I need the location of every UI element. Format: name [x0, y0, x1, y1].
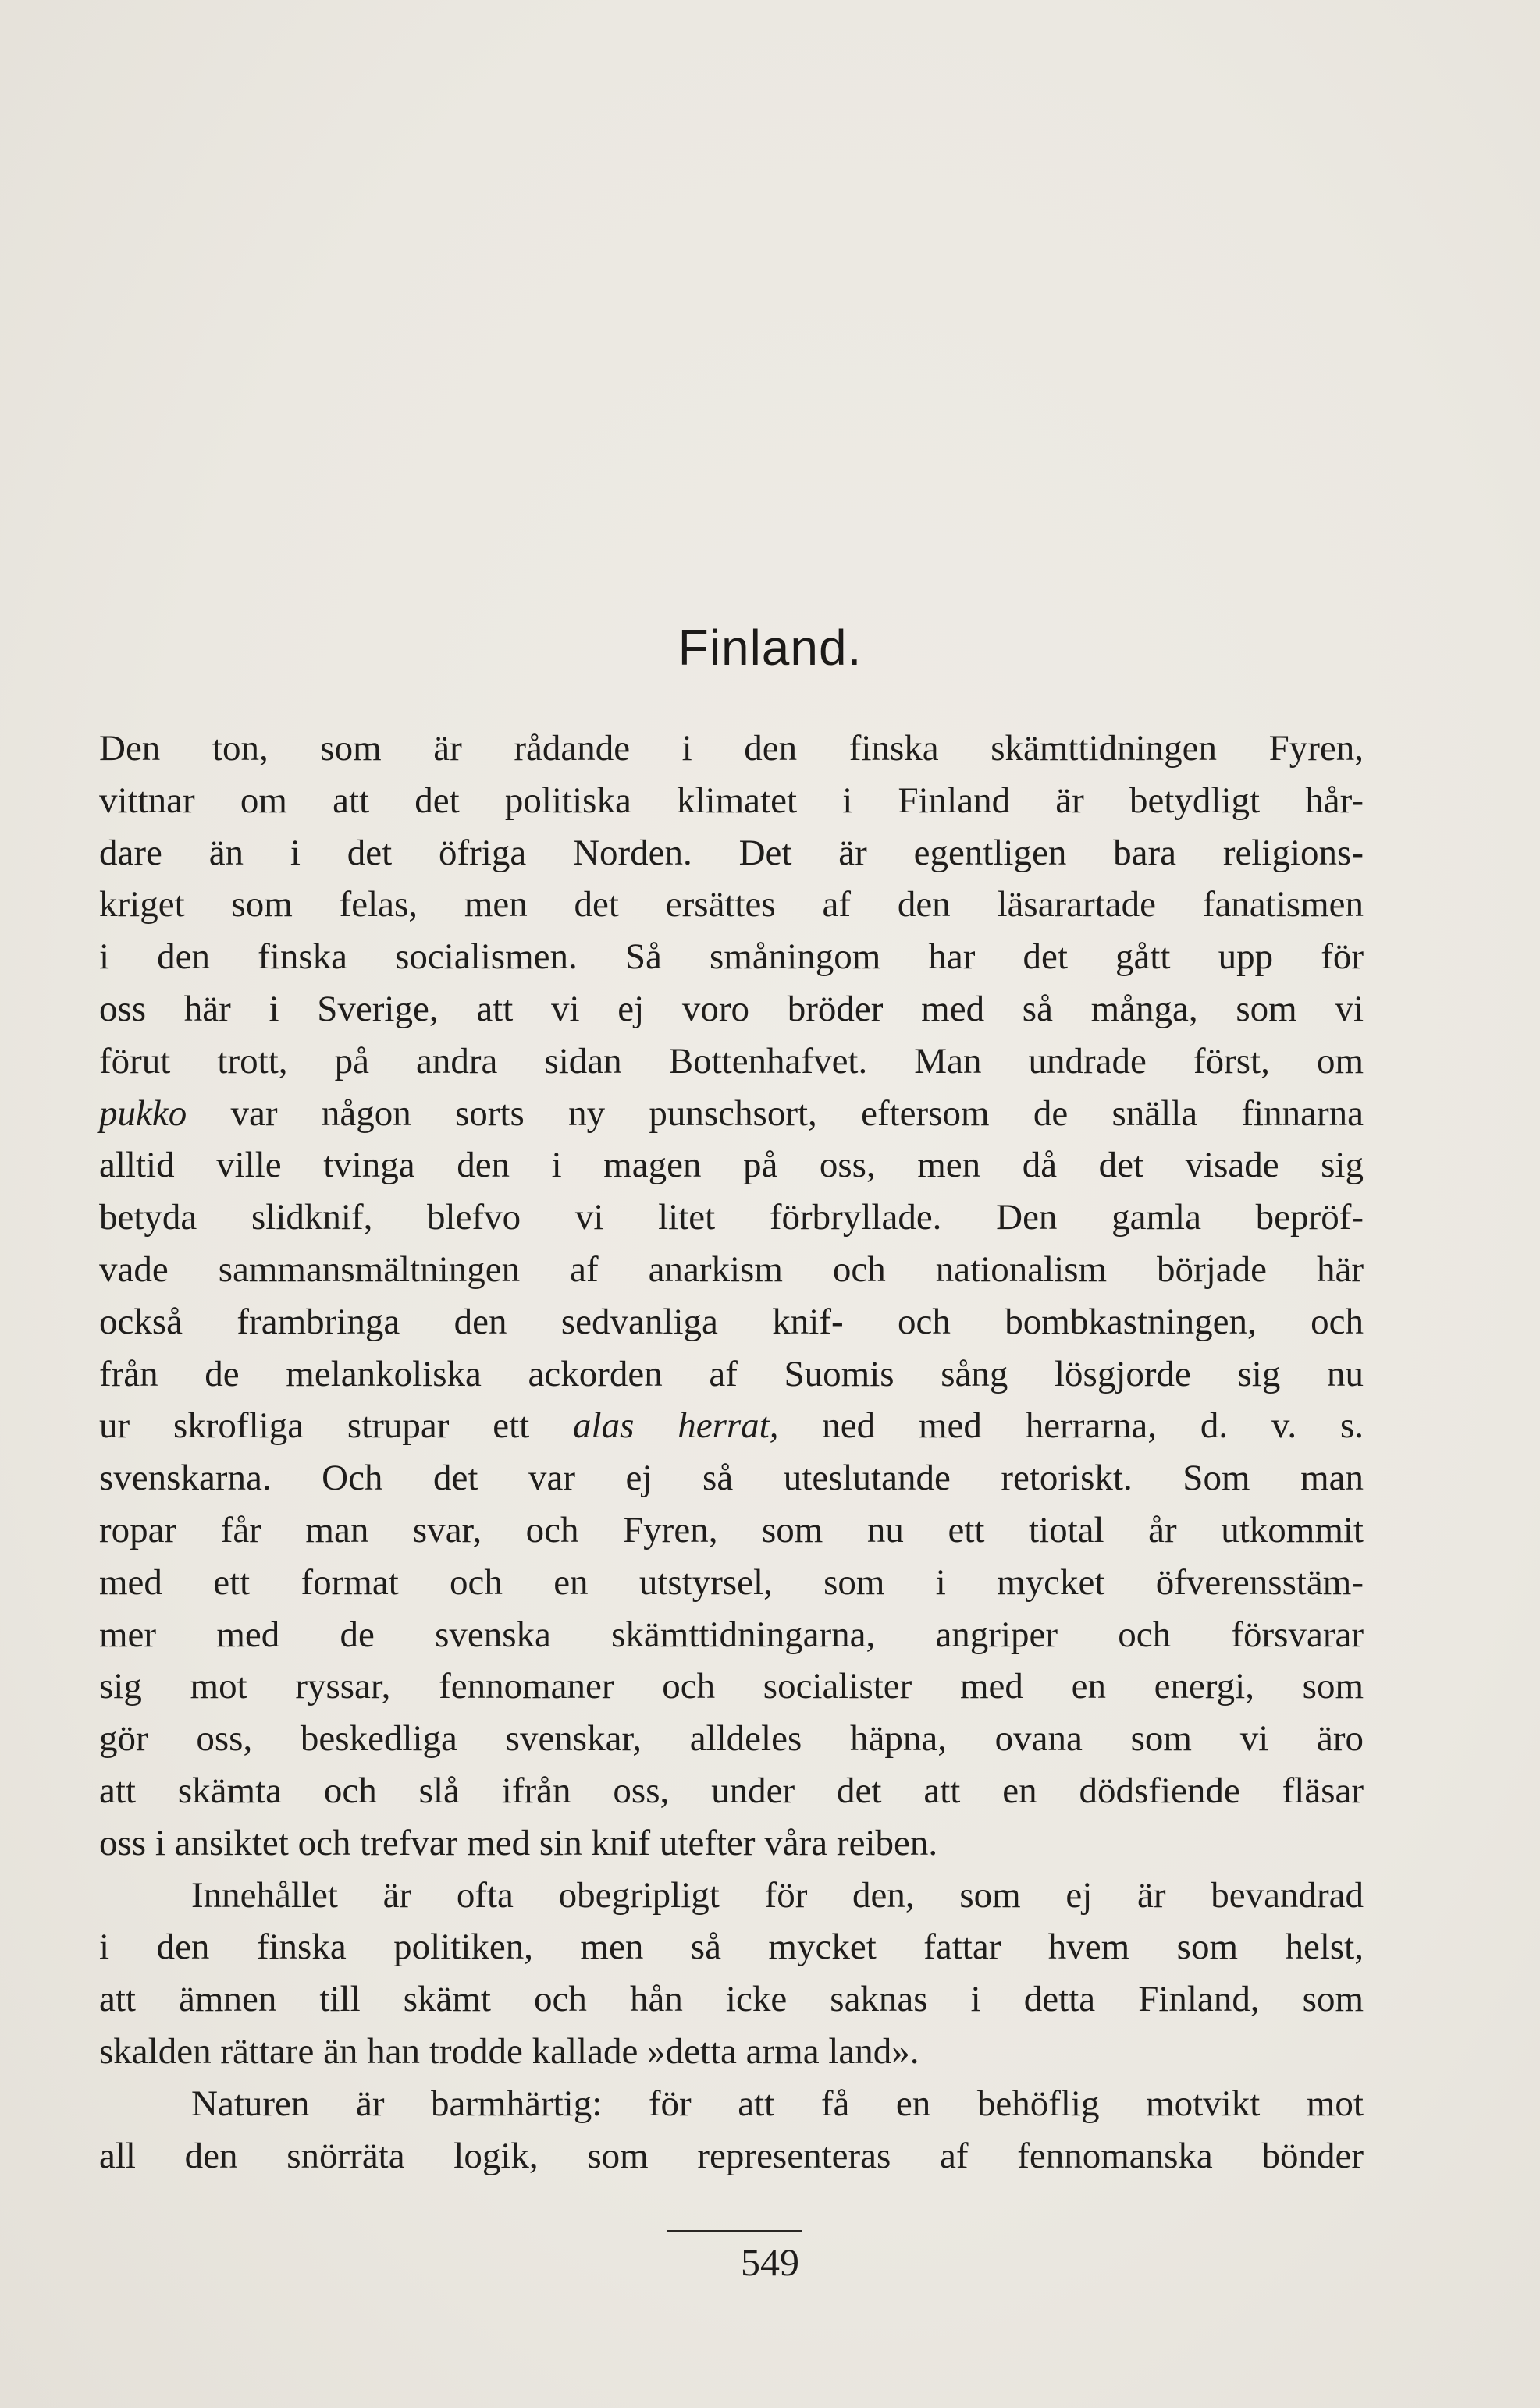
italic-term: alas herrat, [573, 1405, 779, 1447]
text-line: förut trott, på andra sidan Bottenhafvet. Man undrade först, om [99, 1040, 1364, 1081]
text-line: med ett format och en utstyrsel, som i mycket öfverensstäm- [99, 1561, 1364, 1603]
text-line: att ämnen till skämt och hån icke saknas i detta Finland, som [99, 1979, 1364, 2020]
text-line: ropar får man svar, och Fyren, som nu ett tiotal år utkommit [99, 1509, 1364, 1550]
italic-term: pukko [99, 1092, 187, 1134]
footer-rule [667, 2230, 802, 2232]
text-line: mer med de svenska skämttidningarna, angriper och försvarar [99, 1614, 1364, 1655]
page-title: Finland. [678, 620, 862, 676]
page-number: 549 [741, 2240, 799, 2284]
text-line: kriget som felas, men det ersättes af den läsarartade fanatismen [99, 884, 1364, 925]
text-line: vade sammansmältningen af anarkism och nationalism började här [99, 1248, 1364, 1290]
paragraph-start-line: Naturen är barmhärtig: för att få en behöflig motvikt mot [191, 2083, 1364, 2124]
text-line: i den finska politiken, men så mycket fattar hvem som helst, [99, 1927, 1364, 1968]
text-line: dare än i det öfriga Norden. Det är egentligen bara religions- [99, 832, 1364, 873]
text-line: att skämta och slå ifrån oss, under det att en dödsfiende fläsar [99, 1770, 1364, 1811]
text-line: alltid ville tvinga den i magen på oss, men då det visade sig [99, 1145, 1364, 1186]
text-line: all den snörräta logik, som representeras af fennomanska bönder [99, 2135, 1364, 2176]
text-line: skalden rättare än han trodde kallade »detta arma land». [99, 2030, 919, 2072]
text-line: från de melankoliska ackorden af Suomis sång lösgjorde sig nu [99, 1353, 1364, 1394]
text-line: sig mot ryssar, fennomaner och socialister med en energi, som [99, 1666, 1364, 1707]
text-line: ur skrofliga strupar ett alas herrat, ned med herrarna, d. v. s. [99, 1405, 1364, 1447]
text-line: gör oss, beskedliga svenskar, alldeles häpna, ovana som vi äro [99, 1718, 1364, 1760]
text-line: svenskarna. Och det var ej så uteslutande retoriskt. Som man [99, 1458, 1364, 1499]
text-line: Den ton, som är rådande i den finska skämttidningen Fyren, [99, 728, 1364, 769]
text-line: vittnar om att det politiska klimatet i Finland är betydligt hår- [99, 780, 1364, 821]
text-line: pukko var någon sorts ny punschsort, eftersom de snälla finnarna [99, 1092, 1364, 1134]
paragraph-start-line: Innehållet är ofta obegripligt för den, som ej är bevandrad [191, 1874, 1364, 1916]
text-line: i den finska socialismen. Så småningom har det gått upp för [99, 936, 1364, 978]
text-line: betyda slidknif, blefvo vi litet förbryllade. Den gamla bepröf- [99, 1197, 1364, 1238]
text-line: också frambringa den sedvanliga knif- och bombkastningen, och [99, 1301, 1364, 1342]
body-text [99, 723, 1364, 2182]
text-line: oss här i Sverige, att vi ej voro bröder med så många, som vi [99, 988, 1364, 1029]
text-line: oss i ansiktet och trefvar med sin knif utefter våra reiben. [99, 1822, 938, 1863]
